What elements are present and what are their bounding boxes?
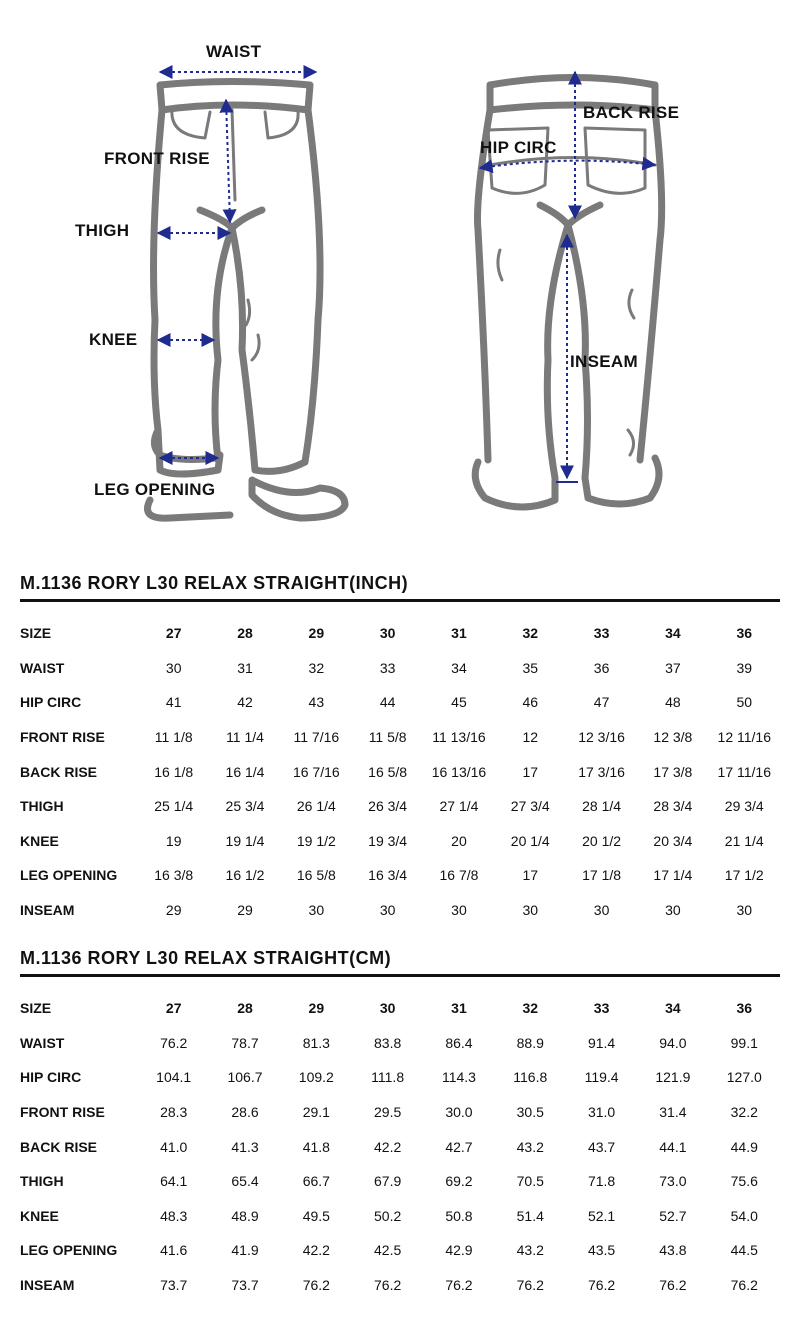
value-cell: 28.6 bbox=[231, 1104, 259, 1121]
value-cell: 32 bbox=[308, 659, 325, 676]
value-cell: 16 1/8 bbox=[154, 763, 194, 780]
value-cell: 76.2 bbox=[160, 1034, 188, 1051]
value-cell: 28.3 bbox=[160, 1104, 188, 1121]
size-header-cell: 27 bbox=[165, 1000, 182, 1017]
value-cell: 16 7/8 bbox=[439, 867, 479, 884]
value-cell: 27 3/4 bbox=[510, 798, 550, 815]
table-row bbox=[20, 824, 780, 859]
value-cell: 16 1/4 bbox=[225, 763, 265, 780]
value-cell: 25 1/4 bbox=[154, 798, 194, 815]
value-cell: 16 3/8 bbox=[154, 867, 194, 884]
value-cell: 76.2 bbox=[302, 1277, 330, 1294]
header-row bbox=[20, 616, 780, 651]
value-cell: 26 3/4 bbox=[368, 798, 408, 815]
value-cell: 106.7 bbox=[227, 1069, 263, 1086]
size-header-cell: 32 bbox=[522, 1000, 539, 1017]
size-header-cell: 33 bbox=[593, 625, 610, 642]
value-cell: 11 13/16 bbox=[432, 729, 486, 746]
value-cell: 30 bbox=[665, 902, 681, 919]
value-cell: 127.0 bbox=[726, 1069, 762, 1086]
value-cell: 16 7/16 bbox=[292, 763, 340, 780]
value-cell: 29.5 bbox=[374, 1104, 402, 1121]
value-cell: 29 bbox=[237, 902, 253, 919]
value-cell: 35 bbox=[522, 659, 539, 676]
value-cell: 30 bbox=[593, 902, 610, 919]
table-row bbox=[20, 1026, 780, 1061]
value-cell: 19 3/4 bbox=[368, 832, 408, 849]
label-back-rise: BACK RISE bbox=[583, 103, 680, 122]
value-cell: 28 1/4 bbox=[582, 798, 622, 815]
value-cell: 54.0 bbox=[730, 1207, 758, 1224]
value-cell: 30 bbox=[451, 902, 467, 919]
value-cell: 31.0 bbox=[587, 1104, 616, 1121]
size-table-cm bbox=[20, 991, 780, 1302]
value-cell: 17 1/4 bbox=[653, 867, 693, 884]
value-cell: 104.1 bbox=[156, 1069, 192, 1086]
table-row bbox=[20, 1060, 780, 1095]
value-cell: 33 bbox=[379, 659, 396, 676]
size-header-cell: 30 bbox=[379, 1000, 396, 1017]
value-cell: 41.6 bbox=[160, 1242, 188, 1259]
value-cell: 45 bbox=[451, 694, 467, 711]
value-cell: 20 1/4 bbox=[510, 832, 550, 849]
value-cell: 30 bbox=[308, 902, 325, 919]
label-hip-circ: HIP CIRC bbox=[480, 138, 557, 157]
title-rule bbox=[20, 599, 780, 602]
value-cell: 30 bbox=[522, 902, 539, 919]
value-cell: 11 5/8 bbox=[368, 729, 407, 746]
value-cell: 16 1/2 bbox=[225, 867, 265, 884]
value-cell: 29.1 bbox=[302, 1104, 330, 1121]
value-cell: 111.8 bbox=[371, 1069, 405, 1086]
size-header-cell: 31 bbox=[451, 1000, 467, 1017]
value-cell: 36 bbox=[593, 659, 610, 676]
value-cell: 17 3/16 bbox=[578, 763, 625, 780]
table-row bbox=[20, 893, 780, 928]
value-cell: 17 1/8 bbox=[582, 867, 622, 884]
value-cell: 12 bbox=[522, 729, 539, 746]
value-cell: 75.6 bbox=[730, 1173, 758, 1190]
value-cell: 70.5 bbox=[516, 1173, 544, 1190]
row-label: HIP CIRC bbox=[20, 1069, 82, 1086]
label-knee: KNEE bbox=[89, 330, 138, 349]
size-header-cell: 36 bbox=[736, 1000, 753, 1017]
table-row bbox=[20, 1268, 780, 1303]
value-cell: 43 bbox=[308, 694, 325, 711]
value-cell: 12 3/8 bbox=[653, 729, 693, 746]
value-cell: 17 bbox=[522, 867, 539, 884]
value-cell: 16 13/16 bbox=[431, 763, 487, 780]
value-cell: 42.2 bbox=[302, 1242, 330, 1259]
size-header-cell: 28 bbox=[237, 625, 253, 642]
value-cell: 52.7 bbox=[659, 1207, 687, 1224]
size-header-cell: 31 bbox=[451, 625, 467, 642]
value-cell: 78.7 bbox=[231, 1034, 259, 1051]
row-label: BACK RISE bbox=[20, 763, 98, 780]
value-cell: 41.3 bbox=[231, 1138, 259, 1155]
value-cell: 76.2 bbox=[730, 1277, 758, 1294]
value-cell: 73.7 bbox=[160, 1277, 188, 1294]
value-cell: 42.2 bbox=[374, 1138, 402, 1155]
value-cell: 73.0 bbox=[659, 1173, 687, 1190]
value-cell: 19 1/2 bbox=[296, 832, 336, 849]
value-cell: 32.2 bbox=[730, 1104, 758, 1121]
value-cell: 42.7 bbox=[445, 1138, 473, 1155]
value-cell: 30 bbox=[379, 902, 396, 919]
value-cell: 81.3 bbox=[302, 1034, 330, 1051]
value-cell: 42.5 bbox=[374, 1242, 402, 1259]
row-label: FRONT RISE bbox=[20, 729, 105, 746]
table-row bbox=[20, 720, 780, 755]
value-cell: 48 bbox=[665, 694, 681, 711]
size-header-cell: 34 bbox=[665, 1000, 681, 1017]
value-cell: 16 3/4 bbox=[368, 867, 408, 884]
row-label: THIGH bbox=[20, 798, 64, 815]
value-cell: 37 bbox=[665, 659, 681, 676]
table-row bbox=[20, 1095, 780, 1130]
table-row bbox=[20, 1164, 780, 1199]
value-cell: 88.9 bbox=[516, 1034, 544, 1051]
value-cell: 66.7 bbox=[302, 1173, 330, 1190]
row-label: WAIST bbox=[20, 659, 65, 676]
size-header-cell: 29 bbox=[308, 1000, 325, 1017]
value-cell: 43.7 bbox=[587, 1138, 616, 1155]
value-cell: 12 11/16 bbox=[717, 729, 771, 746]
label-leg-opening: LEG OPENING bbox=[94, 480, 216, 499]
value-cell: 17 3/8 bbox=[653, 763, 693, 780]
value-cell: 17 1/2 bbox=[724, 867, 764, 884]
table-row bbox=[20, 754, 780, 789]
value-cell: 29 3/4 bbox=[724, 798, 764, 815]
value-cell: 41 bbox=[165, 694, 182, 711]
value-cell: 44.5 bbox=[730, 1242, 758, 1259]
value-cell: 47 bbox=[593, 694, 610, 711]
value-cell: 16 5/8 bbox=[296, 867, 336, 884]
value-cell: 29 bbox=[165, 902, 182, 919]
value-cell: 30 bbox=[165, 659, 182, 676]
row-label: KNEE bbox=[20, 832, 59, 849]
label-thigh: THIGH bbox=[75, 221, 130, 240]
value-cell: 26 1/4 bbox=[296, 798, 336, 815]
value-cell: 49.5 bbox=[302, 1207, 330, 1224]
value-cell: 46 bbox=[522, 694, 539, 711]
value-cell: 31.4 bbox=[659, 1104, 687, 1121]
row-label: BACK RISE bbox=[20, 1138, 98, 1155]
value-cell: 25 3/4 bbox=[225, 798, 265, 815]
table-row bbox=[20, 789, 780, 824]
row-label: LEG OPENING bbox=[20, 867, 118, 884]
value-cell: 43.8 bbox=[659, 1242, 687, 1259]
value-cell: 43.2 bbox=[516, 1242, 544, 1259]
value-cell: 114.3 bbox=[441, 1069, 476, 1086]
value-cell: 52.1 bbox=[587, 1207, 616, 1224]
value-cell: 19 1/4 bbox=[225, 832, 265, 849]
value-cell: 50 bbox=[736, 694, 753, 711]
size-table-inch bbox=[20, 616, 780, 927]
label-inseam: INSEAM bbox=[570, 352, 638, 371]
value-cell: 31 bbox=[237, 659, 253, 676]
value-cell: 17 bbox=[522, 763, 539, 780]
value-cell: 11 1/8 bbox=[154, 729, 193, 746]
value-cell: 42.9 bbox=[445, 1242, 473, 1259]
value-cell: 76.2 bbox=[516, 1277, 544, 1294]
table-row bbox=[20, 1129, 780, 1164]
value-cell: 21 1/4 bbox=[724, 832, 764, 849]
value-cell: 51.4 bbox=[516, 1207, 544, 1224]
section-title-cm: M.1136 RORY L30 RELAX STRAIGHT(CM) bbox=[20, 948, 392, 968]
value-cell: 76.2 bbox=[659, 1277, 687, 1294]
value-cell: 12 3/16 bbox=[578, 729, 625, 746]
value-cell: 11 7/16 bbox=[293, 729, 340, 746]
size-chart-cm bbox=[20, 947, 780, 1302]
value-cell: 119.4 bbox=[584, 1069, 619, 1086]
size-header-cell: 34 bbox=[665, 625, 681, 642]
value-cell: 20 bbox=[451, 832, 467, 849]
value-cell: 73.7 bbox=[231, 1277, 259, 1294]
value-cell: 65.4 bbox=[231, 1173, 259, 1190]
table-row bbox=[20, 858, 780, 893]
size-header-cell: 32 bbox=[522, 625, 539, 642]
row-label: INSEAM bbox=[20, 902, 75, 919]
row-label: LEG OPENING bbox=[20, 1242, 118, 1259]
label-front-rise: FRONT RISE bbox=[104, 149, 210, 168]
value-cell: 34 bbox=[451, 659, 467, 676]
size-header-cell: 33 bbox=[593, 1000, 610, 1017]
value-cell: 30.0 bbox=[445, 1104, 473, 1121]
value-cell: 76.2 bbox=[374, 1277, 402, 1294]
value-cell: 50.2 bbox=[374, 1207, 402, 1224]
value-cell: 44.9 bbox=[730, 1138, 758, 1155]
value-cell: 44.1 bbox=[659, 1138, 687, 1155]
pants-illustration bbox=[0, 0, 803, 545]
value-cell: 42 bbox=[237, 694, 253, 711]
value-cell: 20 3/4 bbox=[653, 832, 693, 849]
back-measure-arrows bbox=[480, 72, 655, 482]
row-label: KNEE bbox=[20, 1207, 59, 1224]
row-label: WAIST bbox=[20, 1034, 65, 1051]
value-cell: 11 1/4 bbox=[226, 729, 264, 746]
value-cell: 41.9 bbox=[231, 1242, 259, 1259]
row-label: HIP CIRC bbox=[20, 694, 82, 711]
table-row bbox=[20, 1233, 780, 1268]
value-cell: 30.5 bbox=[516, 1104, 544, 1121]
value-cell: 43.5 bbox=[587, 1242, 616, 1259]
value-cell: 69.2 bbox=[445, 1173, 473, 1190]
value-cell: 30 bbox=[736, 902, 753, 919]
value-cell: 83.8 bbox=[374, 1034, 402, 1051]
value-cell: 76.2 bbox=[445, 1277, 473, 1294]
size-header-cell: 36 bbox=[736, 625, 753, 642]
value-cell: 94.0 bbox=[659, 1034, 687, 1051]
section-title-inch: M.1136 RORY L30 RELAX STRAIGHT(INCH) bbox=[20, 573, 409, 593]
value-cell: 39 bbox=[736, 659, 753, 676]
value-cell: 48.3 bbox=[160, 1207, 188, 1224]
value-cell: 76.2 bbox=[587, 1277, 616, 1294]
measurement-diagram bbox=[0, 0, 803, 545]
value-cell: 16 5/8 bbox=[368, 763, 408, 780]
value-cell: 41.0 bbox=[160, 1138, 188, 1155]
value-cell: 41.8 bbox=[302, 1138, 330, 1155]
value-cell: 50.8 bbox=[445, 1207, 473, 1224]
value-cell: 44 bbox=[379, 694, 396, 711]
front-pants-outline bbox=[148, 82, 346, 519]
value-cell: 67.9 bbox=[374, 1173, 402, 1190]
table-row bbox=[20, 651, 780, 686]
row-label: FRONT RISE bbox=[20, 1104, 105, 1121]
value-cell: 48.9 bbox=[231, 1207, 259, 1224]
size-header-cell: 30 bbox=[379, 625, 396, 642]
value-cell: 91.4 bbox=[587, 1034, 616, 1051]
value-cell: 43.2 bbox=[516, 1138, 544, 1155]
value-cell: 19 bbox=[165, 832, 182, 849]
size-header-cell: 27 bbox=[165, 625, 182, 642]
value-cell: 27 1/4 bbox=[439, 798, 479, 815]
row-label: INSEAM bbox=[20, 1277, 75, 1294]
value-cell: 116.8 bbox=[513, 1069, 548, 1086]
label-waist: WAIST bbox=[206, 42, 262, 61]
value-cell: 64.1 bbox=[160, 1173, 188, 1190]
value-cell: 20 1/2 bbox=[582, 832, 622, 849]
row-label: SIZE bbox=[20, 1000, 52, 1017]
size-header-cell: 28 bbox=[237, 1000, 253, 1017]
value-cell: 99.1 bbox=[730, 1034, 758, 1051]
table-row bbox=[20, 1199, 780, 1234]
table-row bbox=[20, 685, 780, 720]
value-cell: 109.2 bbox=[298, 1069, 334, 1086]
row-label: THIGH bbox=[20, 1173, 64, 1190]
value-cell: 17 11/16 bbox=[717, 763, 771, 780]
size-chart-inch bbox=[20, 572, 780, 927]
value-cell: 71.8 bbox=[587, 1173, 616, 1190]
row-label: SIZE bbox=[20, 625, 52, 642]
value-cell: 28 3/4 bbox=[653, 798, 693, 815]
title-rule bbox=[20, 974, 780, 977]
size-header-cell: 29 bbox=[308, 625, 325, 642]
header-row bbox=[20, 991, 780, 1026]
value-cell: 86.4 bbox=[445, 1034, 473, 1051]
value-cell: 121.9 bbox=[655, 1069, 691, 1086]
